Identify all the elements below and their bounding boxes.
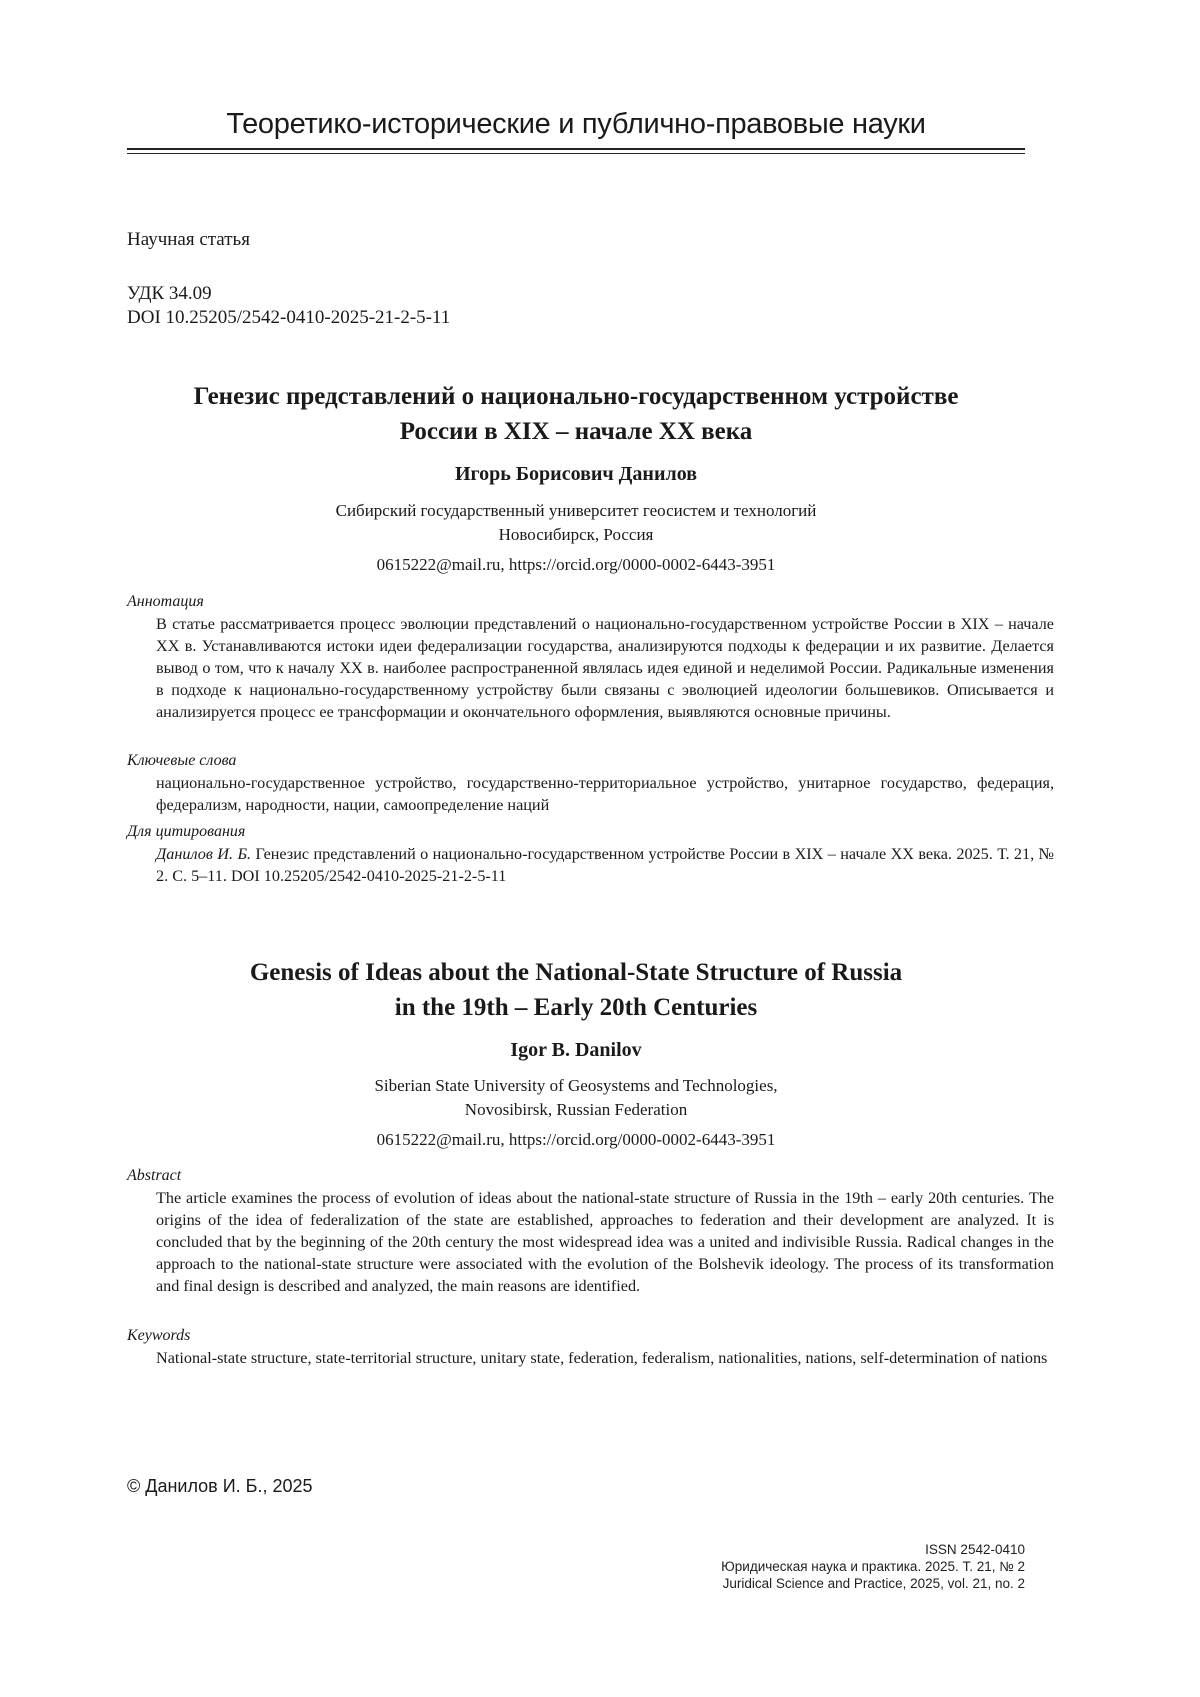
en-abstract-label: Abstract — [127, 1167, 182, 1184]
footer-journal-en: Juridical Science and Practice, 2025, vol. 21, no. 2 — [722, 1576, 1025, 1591]
ru-author: Игорь Борисович Данилов — [454, 463, 698, 485]
en-title-line1: Genesis of Ideas about the National-State Structure of Russia — [249, 959, 903, 986]
en-affiliation-line1: Siberian State University of Geosystems and Technologies, — [374, 1076, 778, 1095]
ru-citation — [127, 843, 1054, 887]
en-title — [127, 955, 1025, 1025]
ru-title — [127, 379, 1025, 449]
ru-abstract-label: Аннотация — [127, 593, 204, 610]
article-type: Научная статья — [127, 229, 250, 250]
section-header: Теоретико-исторические и публично-правовые науки — [226, 108, 926, 140]
ru-title-line1: Генезис представлений о национально-государственном устройстве — [193, 383, 959, 410]
ru-keywords-text: национально-государственное устройство, государственно-территориальное устройство, унитарное государство, федерация, федерализм, народности, нации, самоопределение наций — [156, 774, 1054, 814]
ru-citation-text: Генезис представлений о национально-государственном устройстве России в XIX – начале XX века. 2025. Т. 21, № 2. С. 5–11. DOI 10.25205/2542-0410-2025-21-2-5-11 — [156, 845, 1054, 885]
en-keywords-label: Keywords — [127, 1327, 191, 1344]
en-keywords-text: National-state structure, state-territorial structure, unitary state, federation, federalism, nationalities, nations, self-determination of nations — [156, 1349, 1048, 1367]
header-rule — [127, 148, 1025, 154]
en-author: Igor B. Danilov — [510, 1039, 642, 1061]
ru-title-line2: России в XIX – начале XX века — [399, 418, 753, 445]
en-title-line2: in the 19th – Early 20th Centuries — [394, 994, 758, 1021]
ru-abstract-text: В статье рассматривается процесс эволюции представлений о национально-государственном устройстве России в XIX – начале XX в. Устанавливаются истоки идеи федерализации государства, анализируются подходы к федерации и их развитие. Делается вывод о том, что к началу XX в. наиболее распространенной являлась идея единой и неделимой России. Радикальные изменения в подходе к национально-государственному устройству были связаны с эволюцией идеологии большевиков. Описывается и анализируется процесс ее трансформации и окончательного оформления, выявляются основные причины. — [156, 615, 1054, 721]
footer-issn: ISSN 2542-0410 — [925, 1542, 1025, 1557]
copyright: © Данилов И. Б., 2025 — [127, 1476, 313, 1496]
en-abstract-text: The article examines the process of evolution of ideas about the national-state structure of Russia in the 19th – early 20th centuries. The origins of the idea of federalization of the state are established, approaches to federation and their development are analyzed. It is concluded that by the beginning of the 20th century the most widespread idea was a united and indivisible Russia. Radical changes in the approach to the national-state structure were associated with the evolution of the Bolshevik ideology. The process of its transformation and final design is described and analyzed, the main reasons are identified. — [156, 1189, 1054, 1295]
en-contact: 0615222@mail.ru, https://orcid.org/0000-0002-6443-3951 — [376, 1130, 776, 1149]
doi: DOI 10.25205/2542-0410-2025-21-2-5-11 — [127, 307, 451, 328]
ru-citation-author: Данилов И. Б. — [156, 845, 252, 863]
ru-keywords-label: Ключевые слова — [127, 752, 237, 769]
en-affiliation-line2: Novosibirsk, Russian Federation — [464, 1100, 688, 1119]
udk: УДК 34.09 — [127, 283, 212, 304]
footer-journal-ru: Юридическая наука и практика. 2025. Т. 21, № 2 — [721, 1559, 1025, 1574]
ru-affiliation-line1: Сибирский государственный университет геосистем и технологий — [335, 501, 817, 520]
en-affiliation — [127, 1074, 1025, 1122]
ru-affiliation — [127, 499, 1025, 547]
ru-contact: 0615222@mail.ru, https://orcid.org/0000-0002-6443-3951 — [376, 555, 776, 574]
ru-affiliation-line2: Новосибирск, Россия — [498, 525, 654, 544]
journal-footer — [721, 1541, 1025, 1592]
ru-citation-label: Для цитирования — [127, 823, 246, 840]
